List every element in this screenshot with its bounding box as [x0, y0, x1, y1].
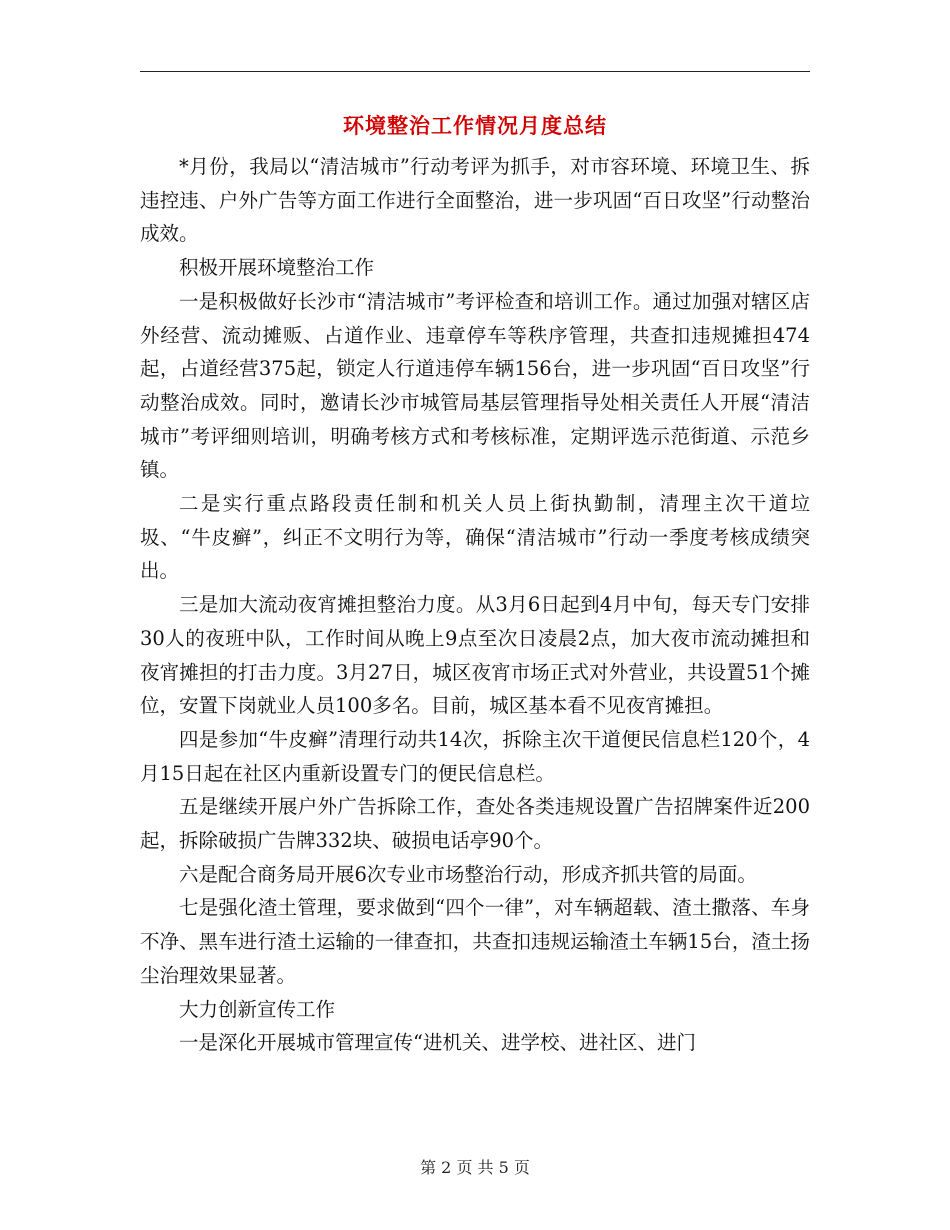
document-body [140, 150, 810, 1060]
paragraph-item-5: 五是继续开展户外广告拆除工作，查处各类违规设置广告招牌案件近200起，拆除破损广告牌332块、破损电话亭90个。 [140, 795, 810, 853]
section-heading-environment: 积极开展环境整治工作 [179, 256, 375, 280]
document-title: 环境整治工作情况月度总结 [343, 113, 607, 138]
paragraph-publicity-1: 一是深化开展城市管理宣传“进机关、进学校、进社区、进门 [179, 1031, 696, 1055]
paragraph-item-4: 四是参加“牛皮癣”清理行动共14次，拆除主次干道便民信息栏120个，4月15日起在社区内重新设置专门的便民信息栏。 [140, 727, 810, 785]
paragraph-item-2: 二是实行重点路段责任制和机关人员上街执勤制，清理主次干道垃圾、“牛皮癣”，纠正不文明行为等，确保“清洁城市”行动一季度考核成绩突出。 [140, 492, 810, 583]
page-number-footer: 第 2 页 共 5 页 [420, 1158, 530, 1177]
paragraph-item-7: 七是强化渣土管理，要求做到“四个一律”，对车辆超载、渣土撒落、车身不净、黑车进行渣土运输的一律查扣，共查扣违规运输渣土车辆15台，渣土扬尘治理效果显著。 [140, 896, 810, 987]
section-heading-publicity: 大力创新宣传工作 [179, 997, 336, 1021]
paragraph-item-6: 六是配合商务局开展6次专业市场整治行动，形成齐抓共管的局面。 [179, 862, 757, 886]
header-rule [140, 71, 810, 72]
paragraph-intro: *月份，我局以“清洁城市”行动考评为抓手，对市容环境、环境卫生、拆违控违、户外广告等方面工作进行全面整治，进一步巩固“百日攻坚”行动整治成效。 [140, 155, 810, 246]
paragraph-item-3: 三是加大流动夜宵摊担整治力度。从3月6日起到4月中旬，每天专门安排30人的夜班中队，工作时间从晚上9点至次日凌晨2点，加大夜市流动摊担和夜宵摊担的打击力度。3月27日，城区夜宵市场正式对外营业，共设置51个摊位，安置下岗就业人员100多名。目前，城区基本看不见夜宵摊担。 [140, 593, 810, 718]
paragraph-item-1: 一是积极做好长沙市“清洁城市”考评检查和培训工作。通过加强对辖区店外经营、流动摊贩、占道作业、违章停车等秩序管理，共查扣违规摊担474起，占道经营375起，锁定人行道违停车辆156台，进一步巩固“百日攻坚”行动整治成效。同时，邀请长沙市城管局基层管理指导处相关责任人开展“清洁城市”考评细则培训，明确考核方式和考核标准，定期评选示范街道、示范乡镇。 [140, 289, 810, 482]
